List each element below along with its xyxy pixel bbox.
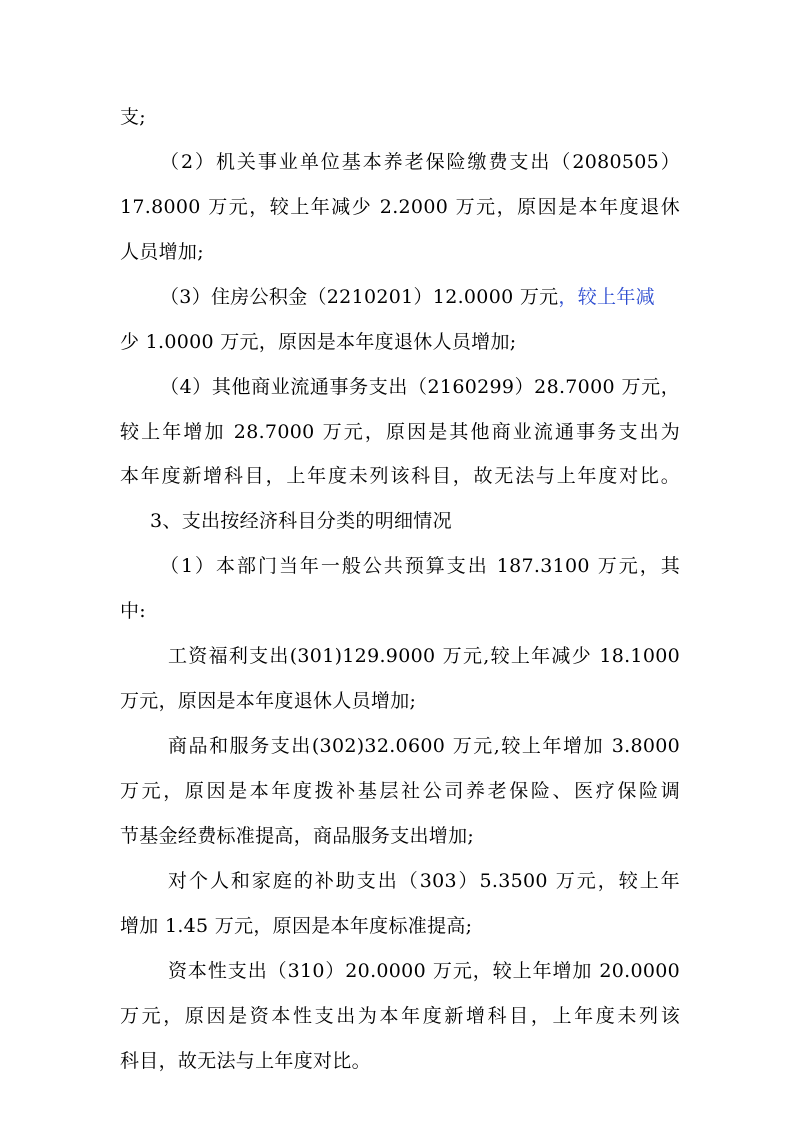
paragraph-line-12: 工资福利支出(301)129.9000 万元,较上年减少 18.1000: [168, 645, 680, 667]
paragraph-line-19: 资本性支出（310）20.0000 万元，较上年增加 20.0000: [168, 960, 680, 982]
paragraph-line-13: 万元，原因是本年度退休人员增加;: [120, 690, 417, 712]
paragraph-line-4: 人员增加;: [120, 241, 204, 263]
paragraph-line-18: 增加 1.45 万元，原因是本年度标准提高;: [120, 915, 473, 937]
paragraph-line-9: 本年度新增科目，上年度未列该科目，故无法与上年度对比。: [120, 465, 680, 487]
paragraph-line-14: 商品和服务支出(302)32.0600 万元,较上年增加 3.8000: [168, 735, 680, 757]
paragraph-line-10: （1）本部门当年一般公共预算支出 187.3100 万元，其: [160, 555, 680, 577]
paragraph-line-11: 中:: [120, 600, 147, 622]
paragraph-line-16: 节基金经费标准提高，商品服务支出增加;: [120, 825, 475, 847]
paragraph-line-3: 17.8000 万元，较上年减少 2.2000 万元，原因是本年度退休: [120, 196, 680, 218]
paragraph-line-15: 万元，原因是本年度拨补基层社公司养老保险、医疗保险调: [120, 780, 680, 802]
paragraph-line-7: （4）其他商业流通事务支出（2160299）28.7000 万元，: [160, 376, 680, 398]
paragraph-line-8: 较上年增加 28.7000 万元，原因是其他商业流通事务支出为: [120, 421, 680, 443]
paragraph-line-1: 支;: [120, 106, 147, 128]
paragraph-line-5-blue-comma: ，较上年减: [558, 286, 655, 308]
paragraph-line-17: 对个人和家庭的补助支出（303）5.3500 万元，较上年: [168, 870, 680, 892]
section-heading: 3、支出按经济科目分类的明细情况: [150, 510, 452, 532]
paragraph-line-6: 少 1.0000 万元，原因是本年度退休人员增加;: [120, 331, 517, 353]
paragraph-line-5-text: （3）住房公积金（2210201）12.0000 万元: [160, 286, 559, 308]
paragraph-line-21: 科目，故无法与上年度对比。: [120, 1050, 371, 1072]
paragraph-line-20: 万元，原因是资本性支出为本年度新增科目，上年度未列该: [120, 1005, 680, 1027]
paragraph-line-5: [160, 285, 680, 309]
paragraph-line-2: （2）机关事业单位基本养老保险缴费支出（2080505）: [160, 151, 680, 173]
